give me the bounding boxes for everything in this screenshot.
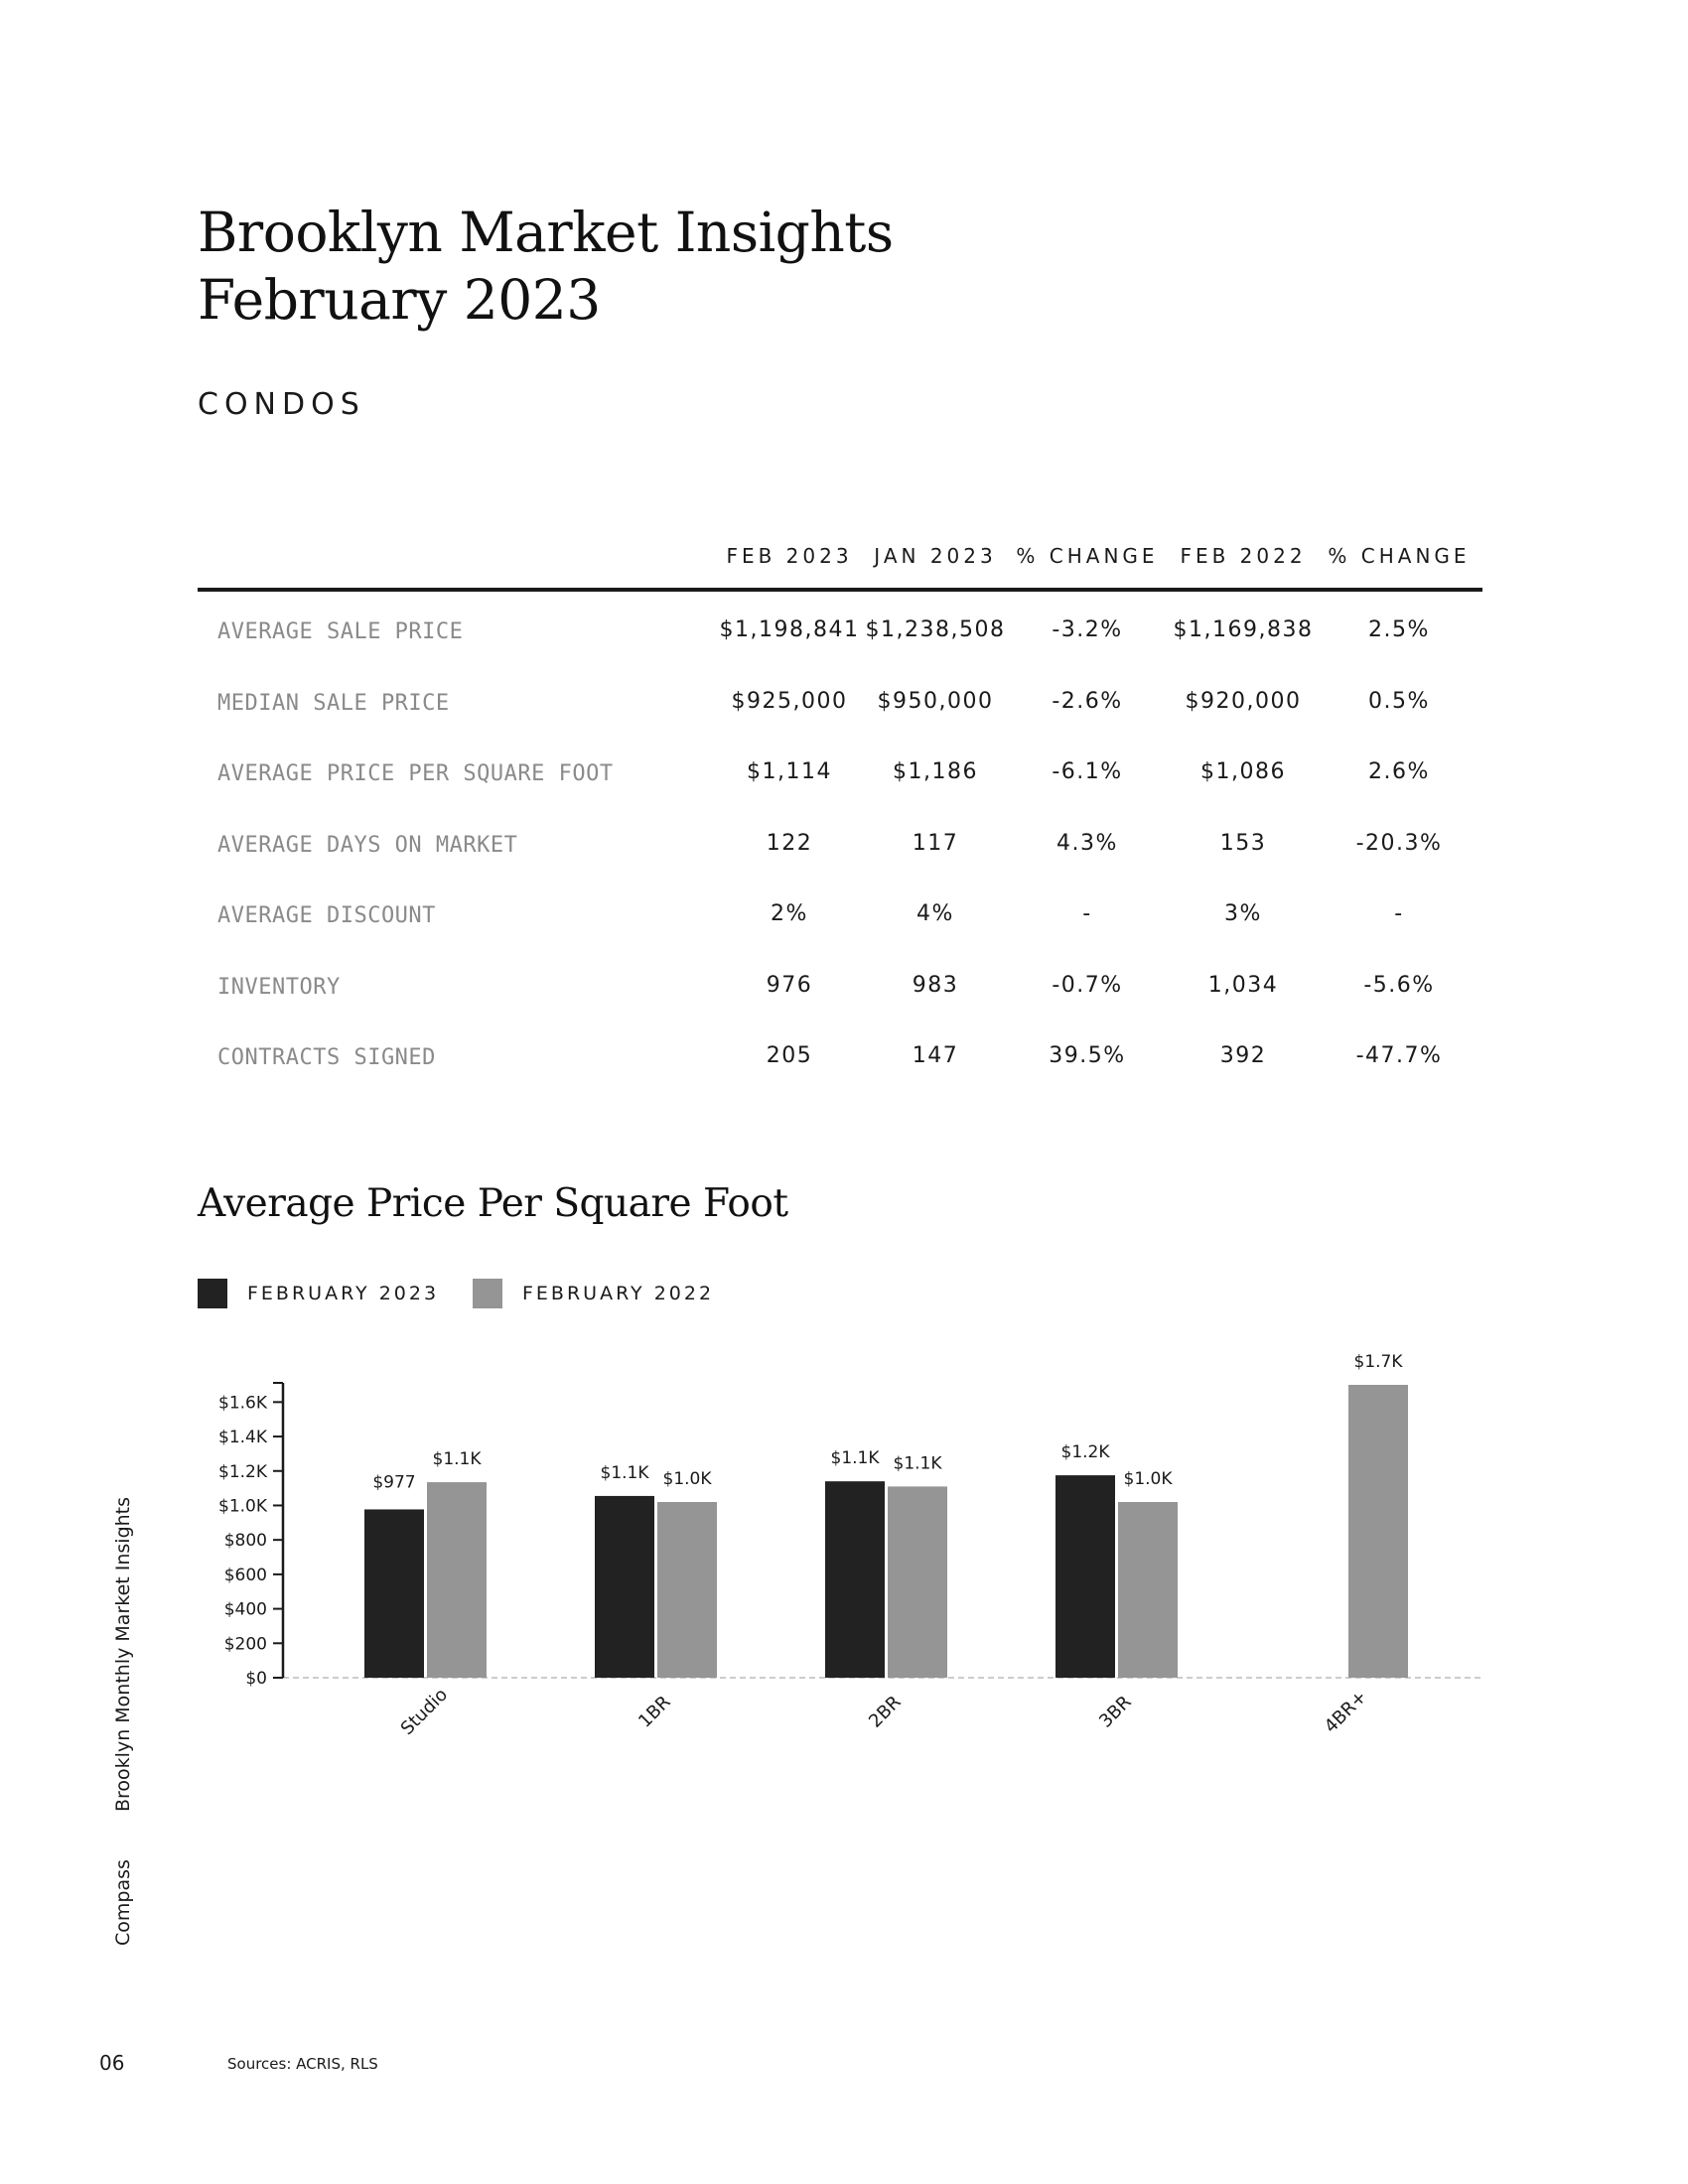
table-cell: $1,238,508 xyxy=(865,617,1006,642)
chart-bar xyxy=(888,1486,947,1678)
data-label: $977 xyxy=(372,1472,416,1493)
chart-bar xyxy=(1055,1475,1115,1678)
y-axis-tick-label: $0 xyxy=(245,1669,267,1689)
data-label: $1.1K xyxy=(893,1453,942,1474)
table-cell: 122 xyxy=(766,830,813,856)
table-cell: 2.6% xyxy=(1368,759,1430,784)
column-header-change-yoy: % CHANGE xyxy=(1328,544,1471,568)
table-cell: -2.6% xyxy=(1052,688,1123,714)
x-axis-tick-label: 1BR xyxy=(634,1692,675,1732)
row-label: INVENTORY xyxy=(217,974,341,1000)
table-cell: -0.7% xyxy=(1052,972,1123,998)
column-header-change-mom: % CHANGE xyxy=(1016,544,1159,568)
table-cell: $920,000 xyxy=(1185,688,1302,714)
table-cell: 153 xyxy=(1219,830,1267,856)
table-cell: 2.5% xyxy=(1368,617,1430,642)
data-label: $1.1K xyxy=(600,1462,649,1483)
table-cell: 2% xyxy=(771,901,808,926)
chart-bar xyxy=(825,1481,885,1678)
row-label: AVERAGE PRICE PER SQUARE FOOT xyxy=(217,761,614,786)
data-label: $1.0K xyxy=(662,1469,712,1489)
chart-bar xyxy=(1118,1502,1178,1678)
column-header-jan-2023: JAN 2023 xyxy=(874,544,997,568)
chart-bar xyxy=(427,1482,487,1678)
y-axis-tick-label: $1.6K xyxy=(218,1393,267,1414)
row-label: CONTRACTS SIGNED xyxy=(217,1045,436,1070)
table-cell: - xyxy=(1394,901,1404,926)
y-axis-tick-label: $1.0K xyxy=(218,1496,267,1517)
table-cell: 4.3% xyxy=(1056,830,1118,856)
page-title-line1: Brooklyn Market Insights xyxy=(198,201,894,264)
x-axis-tick-label: Studio xyxy=(396,1684,453,1740)
data-label: $1.1K xyxy=(830,1448,880,1469)
table-cell: -20.3% xyxy=(1355,830,1443,856)
publication-vertical-text: Brooklyn Monthly Market Insights xyxy=(112,1496,134,1812)
chart-title: Average Price Per Square Foot xyxy=(198,1181,788,1226)
chart-bar xyxy=(657,1502,717,1678)
legend-label-feb-2022: FEBRUARY 2022 xyxy=(522,1283,715,1304)
y-axis-tick-label: $200 xyxy=(223,1634,267,1655)
column-header-feb-2023: FEB 2023 xyxy=(726,544,853,568)
row-label: AVERAGE DISCOUNT xyxy=(217,903,436,928)
data-label: $1.2K xyxy=(1060,1442,1110,1463)
row-label: MEDIAN SALE PRICE xyxy=(217,690,450,716)
table-cell: - xyxy=(1082,901,1092,926)
table-cell: $1,114 xyxy=(747,759,832,784)
x-axis-tick-label: 2BR xyxy=(865,1692,906,1732)
table-cell: 392 xyxy=(1219,1043,1267,1068)
table-cell: -3.2% xyxy=(1052,617,1123,642)
table-cell: $1,086 xyxy=(1200,759,1286,784)
y-axis-tick-label: $1.2K xyxy=(218,1461,267,1482)
row-label: AVERAGE DAYS ON MARKET xyxy=(217,832,518,858)
table-cell: $1,186 xyxy=(893,759,978,784)
y-axis-tick-label: $1.4K xyxy=(218,1428,267,1448)
data-label: $1.7K xyxy=(1353,1352,1403,1372)
x-axis-tick-label: 3BR xyxy=(1095,1692,1136,1732)
brand-vertical-text: Compass xyxy=(112,1859,134,1946)
y-axis-tick-label: $600 xyxy=(223,1565,267,1585)
page-number: 06 xyxy=(99,2051,125,2075)
chart-bar xyxy=(364,1509,424,1678)
y-axis-tick-label: $800 xyxy=(223,1531,267,1552)
table-cell: 1,034 xyxy=(1207,972,1279,998)
table-cell: 117 xyxy=(912,830,959,856)
table-cell: $925,000 xyxy=(731,688,848,714)
table-cell: 39.5% xyxy=(1049,1043,1126,1068)
data-label: $1.1K xyxy=(432,1449,482,1470)
data-label: $1.0K xyxy=(1123,1469,1173,1489)
sources-note: Sources: ACRIS, RLS xyxy=(227,2055,378,2073)
table-cell: -5.6% xyxy=(1363,972,1435,998)
x-axis-tick-label: 4BR+ xyxy=(1320,1686,1371,1737)
row-label: AVERAGE SALE PRICE xyxy=(217,619,464,644)
table-cell: $1,198,841 xyxy=(719,617,860,642)
table-cell: $950,000 xyxy=(877,688,994,714)
legend-label-feb-2023: FEBRUARY 2023 xyxy=(247,1283,440,1304)
table-cell: 976 xyxy=(766,972,813,998)
column-header-feb-2022: FEB 2022 xyxy=(1180,544,1307,568)
page-title-line2: February 2023 xyxy=(198,268,601,332)
y-axis-tick-label: $400 xyxy=(223,1599,267,1620)
table-cell: 3% xyxy=(1224,901,1262,926)
table-cell: 147 xyxy=(912,1043,959,1068)
table-cell: 983 xyxy=(912,972,959,998)
table-cell: 0.5% xyxy=(1368,688,1430,714)
table-cell: 4% xyxy=(916,901,954,926)
chart-bar xyxy=(595,1496,654,1678)
table-cell: -47.7% xyxy=(1355,1043,1443,1068)
table-cell: $1,169,838 xyxy=(1173,617,1314,642)
table-cell: -6.1% xyxy=(1052,759,1123,784)
table-cell: 205 xyxy=(766,1043,813,1068)
chart-bar xyxy=(1348,1385,1408,1678)
section-label: CONDOS xyxy=(198,387,365,422)
